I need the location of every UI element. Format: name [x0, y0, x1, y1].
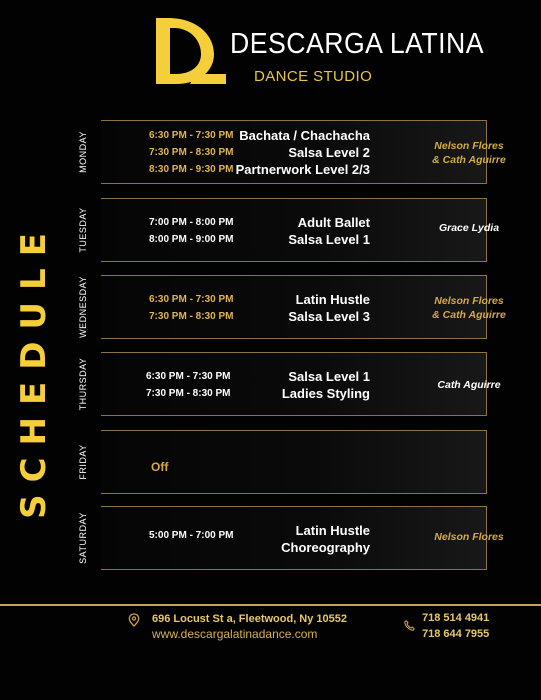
time-slot: 7:30 PM - 8:30 PM: [149, 147, 234, 158]
instructor: Nelson Flores: [434, 531, 504, 543]
phone-icon: [404, 620, 415, 631]
class-name: Latin Hustle: [295, 523, 370, 538]
time-list: [149, 127, 233, 178]
day-row-friday: [70, 430, 490, 494]
instructor: Nelson Flores & Cath Aguirre: [432, 140, 506, 166]
day-box: [101, 120, 506, 184]
time-slot: 6:30 PM - 7:30 PM: [149, 130, 234, 141]
class-list: [236, 127, 370, 178]
time-slot: 6:30 PM - 7:30 PM: [149, 294, 234, 305]
instructor: Nelson Flores & Cath Aguirre: [432, 295, 506, 321]
footer-divider: [0, 604, 541, 606]
day-row-thursday: [70, 352, 501, 416]
day-label: FRIDAY: [78, 444, 88, 480]
day-row-tuesday: [70, 198, 500, 262]
day-label: TUESDAY: [78, 207, 88, 253]
class-name: Bachata / Chachacha: [239, 128, 370, 143]
class-name: Ladies Styling: [281, 386, 370, 401]
address: 696 Locust St a, Fleetwood, Ny 10552: [152, 613, 348, 625]
time-list: [149, 291, 233, 325]
dl-logo-icon: [146, 14, 226, 86]
day-label: SATURDAY: [78, 512, 88, 564]
day-row-monday: [70, 120, 506, 184]
class-list: [288, 291, 370, 325]
class-list: [282, 368, 370, 402]
time-slot: 7:00 PM - 8:00 PM: [149, 217, 234, 228]
day-box: [101, 430, 487, 494]
class-name: Salsa Level 1: [288, 232, 370, 247]
brand-name: DESCARGA LATINA: [230, 28, 485, 60]
time-list: [149, 214, 233, 248]
class-name: Salsa Level 1: [288, 369, 370, 384]
class-name: Salsa Level 3: [288, 309, 370, 324]
website-link[interactable]: www.descargalatinadance.com: [152, 627, 318, 641]
off-label: Off: [151, 460, 169, 474]
map-pin-icon: [128, 613, 140, 627]
time-slot: 7:30 PM - 8:30 PM: [149, 311, 234, 322]
day-box: [101, 352, 501, 416]
instructor: Grace Lydia: [438, 222, 500, 234]
phone-number[interactable]: 718 644 7955: [422, 628, 490, 640]
time-slot: 7:30 PM - 8:30 PM: [146, 388, 231, 399]
class-list: [288, 214, 370, 248]
schedule-title: SCHEDULE: [14, 221, 54, 519]
day-box: [101, 506, 504, 570]
class-name: Adult Ballet: [297, 215, 370, 230]
class-name: Partnerwork Level 2/3: [235, 162, 370, 177]
class-name: Choreography: [281, 540, 370, 555]
day-row-wednesday: [70, 275, 506, 339]
day-box: [101, 198, 500, 262]
class-name: Salsa Level 2: [288, 145, 370, 160]
time-slot: 5:00 PM - 7:00 PM: [149, 530, 234, 541]
instructor: Cath Aguirre: [437, 379, 501, 391]
time-slot: 8:00 PM - 9:00 PM: [149, 234, 234, 245]
day-label: WEDNESDAY: [78, 276, 88, 338]
day-label: THURSDAY: [78, 357, 88, 411]
phone-list: [422, 610, 489, 642]
phone-number[interactable]: 718 514 4941: [422, 612, 490, 624]
time-list: [149, 527, 233, 544]
time-slot: 6:30 PM - 7:30 PM: [146, 371, 231, 382]
day-row-saturday: [70, 506, 504, 570]
class-list: [281, 522, 370, 556]
day-box: [101, 275, 506, 339]
time-list: [146, 368, 230, 402]
time-slot: 8:30 PM - 9:30 PM: [149, 164, 234, 175]
brand-subtitle: DANCE STUDIO: [254, 68, 373, 85]
class-name: Latin Hustle: [295, 292, 370, 307]
day-label: MONDAY: [78, 131, 88, 173]
